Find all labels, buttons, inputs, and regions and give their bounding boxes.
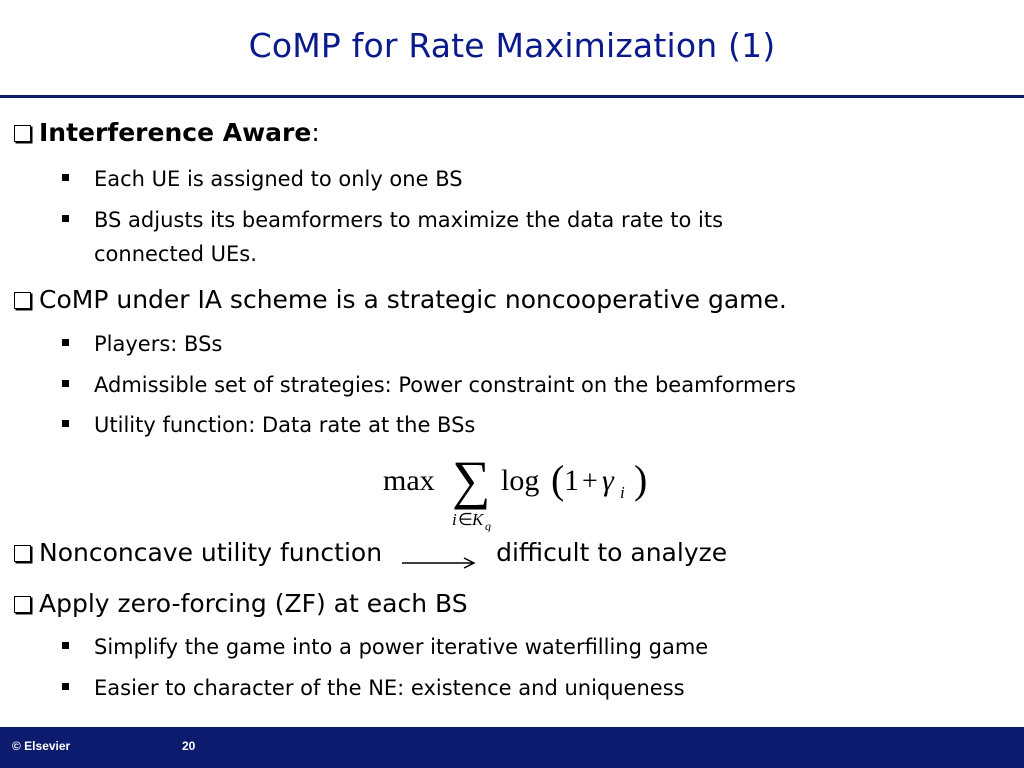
formula-plus: + [582,466,598,497]
sub-bullet [62,368,796,402]
formula-subscript-i: i [620,483,625,502]
sub-bullet-text: Players: BSs [94,332,223,356]
formula-limit-in: ∈ [458,510,473,529]
heading-text: Apply zero-forcing (ZF) at each BS [39,589,468,618]
sub-bullet-text: Simplify the game into a power iterative waterfilling game [94,635,709,659]
formula-limit-K: K [472,510,484,529]
sub-bullet [62,408,476,442]
square-bullet-icon [62,420,69,427]
checkbox-bullet-icon [14,545,31,562]
title-divider [0,95,1024,98]
heading-colon: : [311,118,320,147]
sub-bullet-text: Utility function: Data rate at the BSs [94,413,476,437]
bullet-comp-game [14,285,787,315]
sub-bullet [62,671,685,705]
checkbox-bullet-icon [14,292,31,309]
sub-bullet-continuation [62,237,257,271]
formula-limit-q: q [485,519,491,532]
page-number: 20 [182,739,196,753]
checkbox-bullet-icon [14,596,31,613]
heading-right-text: difficult to analyze [496,538,728,567]
utility-formula [380,452,660,532]
square-bullet-icon [62,642,69,649]
formula-gamma: γ [602,464,614,497]
sub-bullet-text: Admissible set of strategies: Power constraint on the beamformers [94,373,796,397]
formula-sigma: ∑ [452,452,491,510]
sub-bullet-text: Easier to character of the NE: existence and uniqueness [94,676,685,700]
formula-close-paren: ) [634,457,648,502]
sub-bullet [62,162,463,196]
sub-bullet [62,327,223,361]
square-bullet-icon [62,683,69,690]
bullet-zero-forcing [14,589,468,619]
square-bullet-icon [62,380,69,387]
sub-bullet-text: connected UEs. [94,242,257,266]
footer-bar [0,727,1024,768]
checkbox-bullet-icon [14,125,31,142]
formula-open-paren: ( [551,457,565,502]
square-bullet-icon [62,339,69,346]
bullet-nonconcave [14,538,727,568]
sub-bullet [62,203,724,237]
square-bullet-icon [62,215,69,222]
bullet-interference-aware [14,118,320,148]
square-bullet-icon [62,174,69,181]
slide-title: CoMP for Rate Maximization (1) [248,26,776,65]
right-arrow-icon [402,547,478,561]
sub-bullet [62,630,709,664]
sub-bullet-text: BS adjusts its beamformers to maximize the data rate to its [94,208,724,232]
formula-max: max [383,464,435,497]
heading-left-text: Nonconcave utility function [39,538,383,567]
sub-bullet-text: Each UE is assigned to only one BS [94,167,463,191]
footer-copyright: © Elsevier [12,739,71,753]
formula-limit-i: i [452,510,457,529]
formula-log: log [501,464,540,497]
formula-one: 1 [564,464,579,497]
heading-text: CoMP under IA scheme is a strategic noncooperative game. [39,285,787,314]
heading-bold: Interference Aware [39,118,312,147]
